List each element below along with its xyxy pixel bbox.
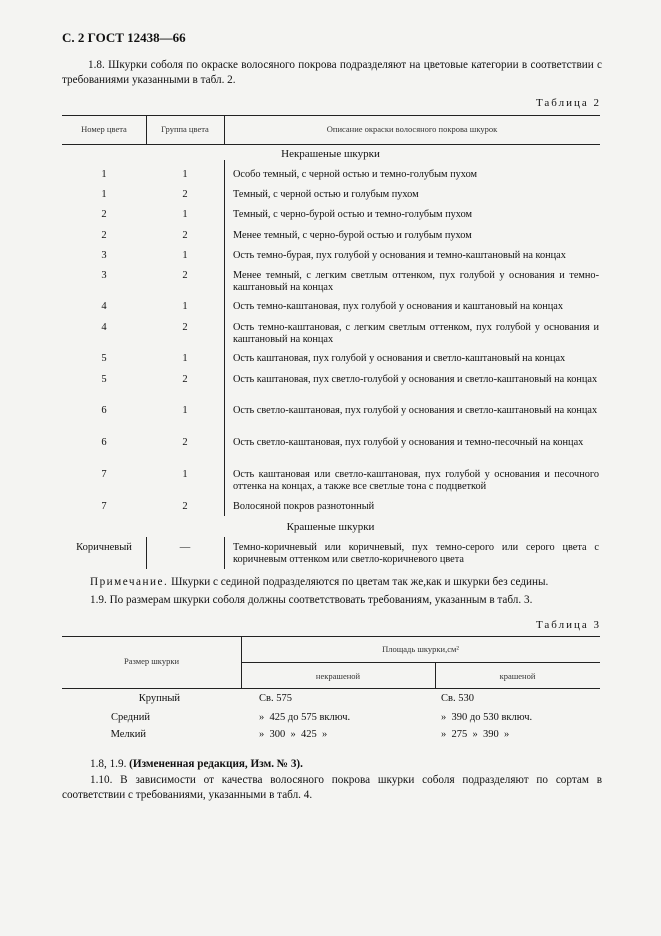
- section-dyed-heading: Крашеные шкурки: [286, 521, 375, 533]
- size-label: Мелкий: [110, 729, 146, 740]
- table-2-note: [90, 575, 610, 590]
- size-label: Средний: [111, 712, 150, 723]
- table-2-top-rule: [62, 115, 600, 116]
- table-2-caption: Таблица 2: [535, 97, 601, 109]
- table-2-divider: [224, 537, 225, 569]
- area-undyed: Св. 575: [259, 693, 292, 704]
- color-group: 1: [182, 353, 188, 364]
- table-3-header-area: Площадь шкурки,см²: [382, 644, 459, 654]
- note-text: Шкурки с сединой подразделяются по цветам так же,как и шкурки без седины.: [171, 576, 549, 588]
- color-number: 2: [101, 230, 107, 241]
- color-number: 6: [101, 405, 107, 416]
- color-group: 2: [182, 437, 188, 448]
- paragraph-1-10: 1.10. В зависимости от качества волосяного покрова шкурки соболя подразделяют по сортам в соответствии с требованиями, указанными в табл. 4.: [62, 774, 602, 801]
- table-3-header-rule: [62, 688, 600, 689]
- area-dyed: Св. 530: [441, 693, 474, 704]
- color-description: Волосяной покров разнотонный: [233, 501, 375, 512]
- color-number: 1: [101, 169, 107, 180]
- color-description: Ость каштановая, пух голубой у основания и светло-каштановый на концах: [233, 353, 566, 364]
- color-group: 2: [182, 374, 188, 385]
- color-number: 4: [101, 301, 107, 312]
- page-header: С. 2 ГОСТ 12438—66: [62, 30, 186, 45]
- table-3-header-size: Размер шкурки: [124, 656, 179, 666]
- color-number: 6: [101, 437, 107, 448]
- table-3-top-rule: [62, 636, 600, 637]
- color-group: 2: [182, 322, 188, 333]
- area-dyed: » 390 до 530 включ.: [441, 712, 533, 723]
- color-number: 1: [101, 189, 107, 200]
- color-number: 3: [101, 250, 107, 261]
- table-3-caption: Таблица 3: [535, 619, 601, 631]
- table-2-header-rule: [62, 144, 600, 145]
- color-description: Менее темный, с легким светлым оттенком, пух голубой у основания и темно-каштановый на концах: [233, 270, 599, 293]
- color-number: 5: [101, 374, 107, 385]
- table-2-description-rule: [224, 160, 225, 516]
- color-number: 7: [101, 501, 107, 512]
- color-group: 2: [182, 230, 188, 241]
- size-label: Крупный: [138, 693, 180, 704]
- color-description: Ость каштановая или светло-каштановая, пух голубой у основания и песочного оттенка на концах, а также все светлые тона с подцветкой: [233, 469, 599, 492]
- table-2-header-group: Группа цвета: [161, 124, 209, 134]
- paragraph-1-8: 1.8. Шкурки соболя по окраске волосяного покрова подразделяют на цветовые категории в соответствии с требованиями указанными в табл. 2.: [62, 59, 602, 86]
- color-description: Особо темный, с черной остью и темно-голубым пухом: [233, 169, 478, 180]
- section-undyed-heading: Некрашеные шкурки: [281, 148, 380, 160]
- color-group: 1: [182, 250, 188, 261]
- amendment-note: [90, 757, 610, 772]
- color-description: Ость темно-каштановая, пух голубой у основания и каштановый на концах: [233, 301, 563, 312]
- table-3-header-undyed: некрашеной: [315, 671, 361, 681]
- color-description: Ость темно-каштановая, с легким светлым оттенком, пух голубой у основания и каштановый на концах: [233, 322, 599, 345]
- amendment-prefix: 1.8, 1.9.: [90, 758, 127, 770]
- color-group: 1: [182, 301, 188, 312]
- color-description: Темный, с черной остью и голубым пухом: [233, 189, 419, 200]
- color-group: 2: [182, 189, 188, 200]
- color-number: 5: [101, 353, 107, 364]
- color-description: Ость темно-бурая, пух голубой у основания и темно-каштановый на концах: [233, 250, 566, 261]
- color-group: 2: [182, 501, 188, 512]
- color-group: —: [179, 542, 191, 553]
- color-description: Ость светло-каштановая, пух голубой у основания и темно-песочный на концах: [233, 437, 584, 448]
- color-number: 2: [101, 209, 107, 220]
- table-2-header-number: Номер цвета: [81, 124, 127, 134]
- area-undyed: » 300 » 425 »: [259, 729, 328, 740]
- color-group: 1: [182, 405, 188, 416]
- color-number: Коричневый: [76, 542, 132, 553]
- table-2-divider: [146, 537, 147, 569]
- color-group: 1: [182, 469, 188, 480]
- note-label: Примечание.: [90, 576, 169, 588]
- table-2-header-description: Описание окраски волосяного покрова шкурок: [326, 124, 498, 134]
- color-group: 2: [182, 270, 188, 281]
- color-group: 1: [182, 209, 188, 220]
- color-number: 7: [101, 469, 107, 480]
- color-description: Ость светло-каштановая, пух голубой у основания и светло-каштановый на концах: [233, 405, 598, 416]
- color-description: Темный, с черно-бурой остью и темно-голубым пухом: [233, 209, 473, 220]
- color-description: Менее темный, с черно-бурой остью и голубым пухом: [233, 230, 472, 241]
- color-number: 4: [101, 322, 107, 333]
- color-group: 1: [182, 169, 188, 180]
- color-description: Темно-коричневый или коричневый, пух темно-серого или серого цвета с коричневым оттенком или светло-коричневого цвета: [233, 542, 599, 565]
- paragraph-1-9: 1.9. По размерам шкурки соболя должны соответствовать требованиям, указанным в табл. 3.: [90, 594, 533, 606]
- color-description: Ость каштановая, пух светло-голубой у основания и светло-каштановый на концах: [233, 374, 598, 385]
- table-3-subheader-rule: [241, 662, 600, 663]
- table-3-header-dyed: крашеной: [499, 671, 536, 681]
- amendment-bold: (Измененная редакция, Изм. № 3).: [129, 758, 303, 770]
- area-dyed: » 275 » 390 »: [441, 729, 510, 740]
- area-undyed: » 425 до 575 включ.: [259, 712, 351, 723]
- color-number: 3: [101, 270, 107, 281]
